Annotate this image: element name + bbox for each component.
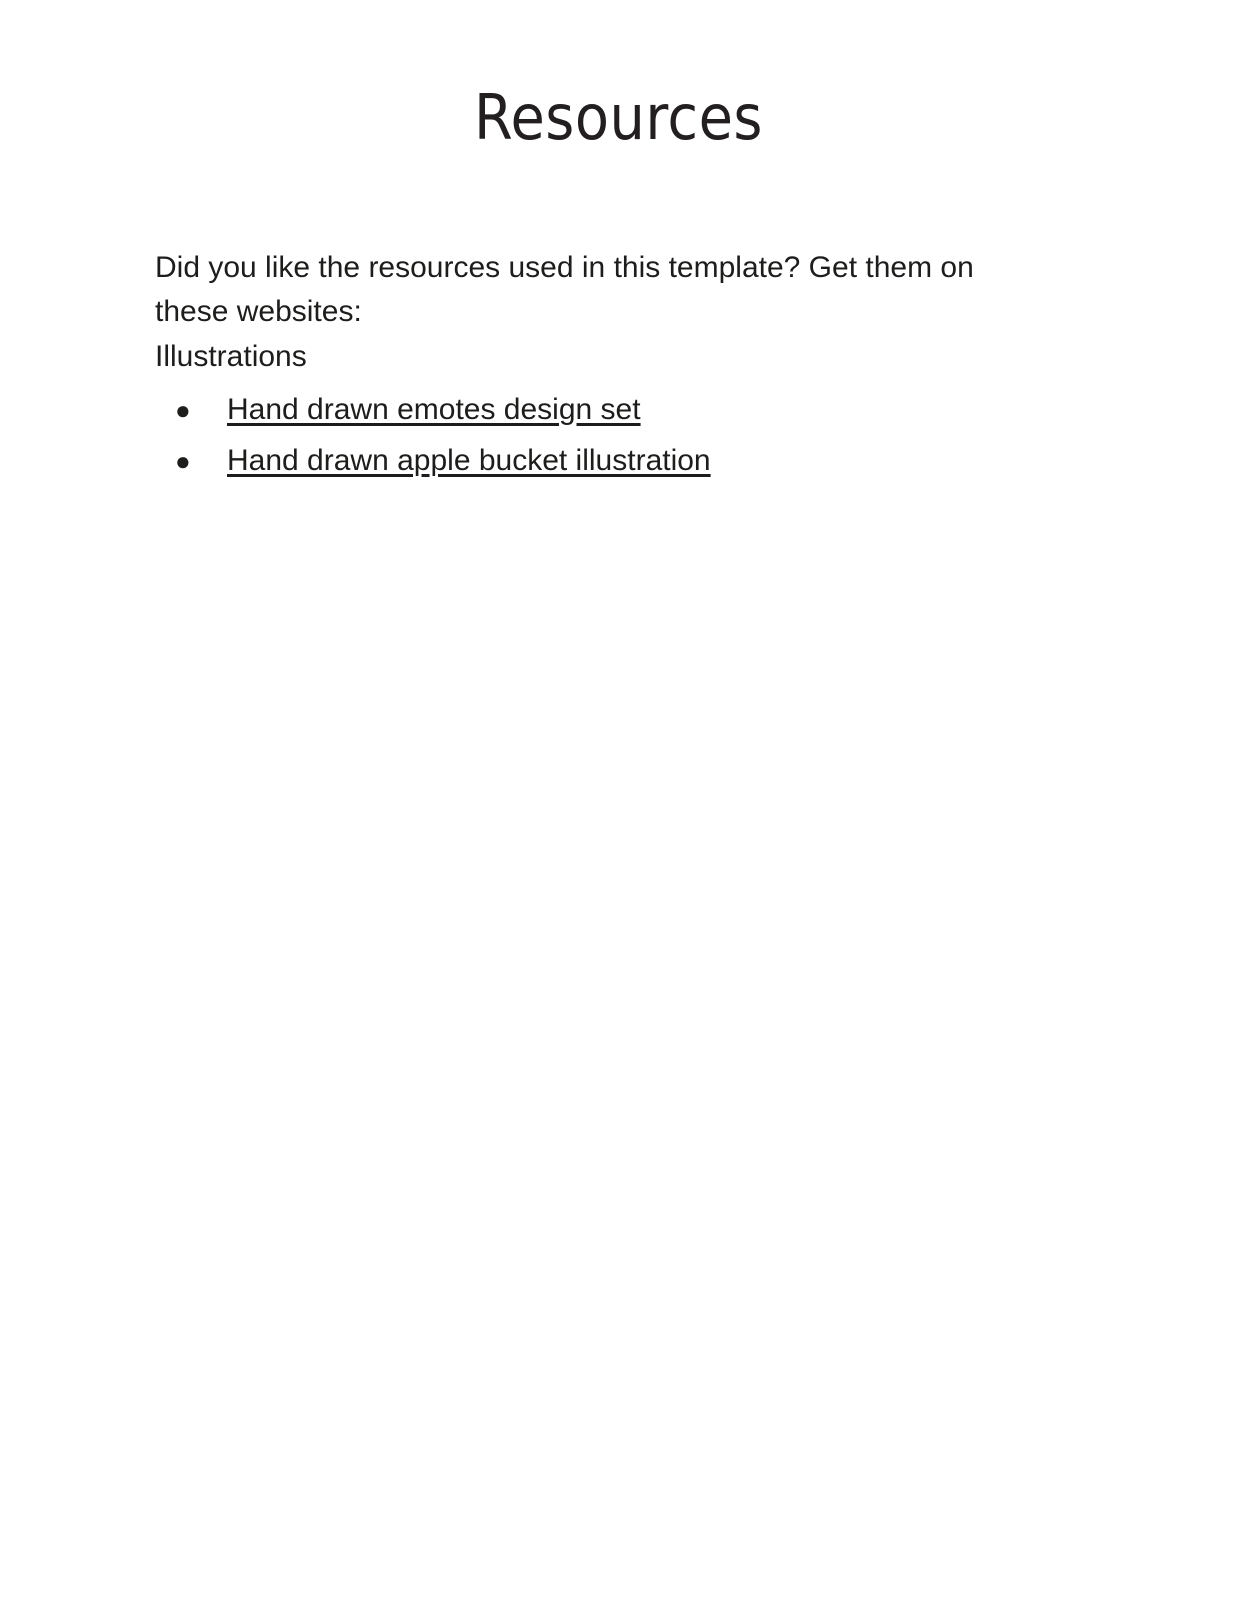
page-content [155, 246, 1085, 489]
bullet-icon: ● [175, 446, 191, 477]
intro-paragraph: Did you like the resources used in this template? Get them on these websites: [155, 251, 974, 329]
bullet-icon: ● [175, 395, 191, 426]
resource-link-apple-bucket[interactable]: Hand drawn apple bucket illustration [227, 444, 711, 478]
page-title: Resources [474, 81, 763, 154]
list-item [155, 438, 1085, 483]
resource-link-list [155, 387, 1085, 483]
section-heading-illustrations: Illustrations [155, 339, 307, 373]
list-item [155, 387, 1085, 432]
resource-link-emotes[interactable]: Hand drawn emotes design set [227, 393, 641, 427]
